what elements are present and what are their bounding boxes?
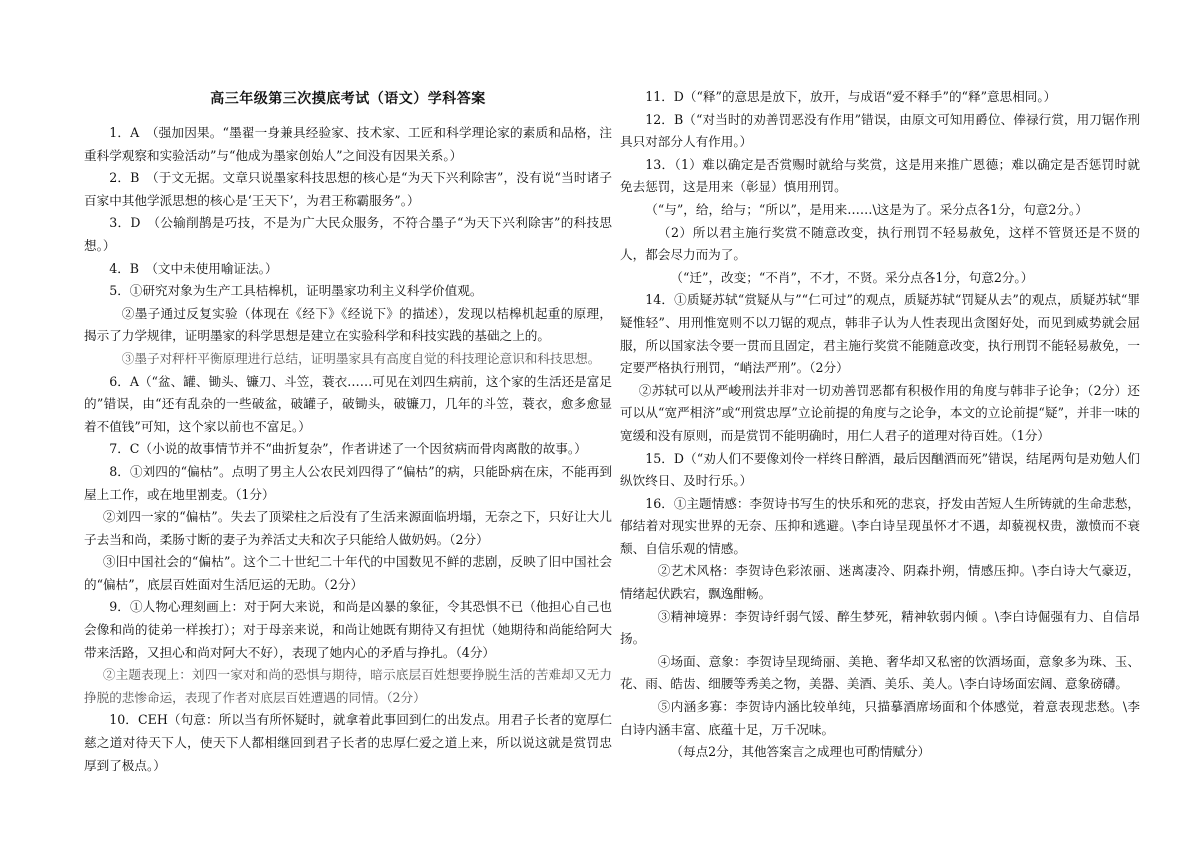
answer-paragraph: ②苏轼可以从严峻刑法并非对一切劝善罚恶都有积极作用的角度与韩非子论争；（2分）还可以从“宽严相济”或“刑赏忠厚”立论前提的角度与之论争，本文的立论前提“疑”，并非一味的宽缓和没有原则，而是赏罚不能明确时，用仁人君子的道理对待百姓。（1分） xyxy=(620,382,1140,443)
left-column-body xyxy=(84,122,612,777)
answer-paragraph: ③旧中国社会的“偏枯”。这个二十世纪二十年代的中国数见不鲜的悲剧，反映了旧中国社会的“偏枯”，底层百姓面对生活厄运的无助。（2分） xyxy=(84,554,612,592)
answer-paragraph: 6．A（“盆、罐、锄头、镰刀、斗笠，蓑衣……可见在刘四生病前，这个家的生活还是富足的”错误，由“还有乱杂的一些破盆，破罐子，破锄头，破镰刀，几年的斗笠，蓑衣，愈多愈显着不值钱”可知，这个家以前也不富足。） xyxy=(84,373,612,434)
answer-paragraph: 15．D（“劝人们不要像刘伶一样终日醉酒，最后因酗酒而死”错误，结尾两句是劝勉人们纵饮终日、及时行乐。） xyxy=(620,450,1140,489)
answer-paragraph: 4．B （文中未使用喻证法。） xyxy=(109,260,278,276)
answer-paragraph: 13．（1）难以确定是否赏赐时就给与奖赏，这是用来推广恩德；难以确定是否惩罚时就免去惩罚，这是用来（彰显）慎用刑罚。 xyxy=(620,156,1140,195)
answer-paragraph: ②主题表现上：刘四一家对和尚的恐惧与期待，暗示底层百姓想要挣脱生活的苦难却又无力挣脱的悲惨命运，表现了作者对底层百姓遭遇的同情。（2分） xyxy=(84,667,612,705)
answer-paragraph: 14．①质疑苏轼“赏疑从与”“仁可过”的观点，质疑苏轼“罚疑从去”的观点，质疑苏轼“罪疑惟轻”、用刑惟宽则不以刀锯的观点，韩非子认为人性表现出贪图好处，而见到威势就会屈服，所以国家法令要一贯而且固定，君主施行奖赏不能随意改变，执行刑罚不能轻易赦免，一定要严格执行刑罚，“峭法严刑”。（2分） xyxy=(620,292,1140,376)
answer-paragraph: ④场面、意象：李贺诗呈现绮丽、美艳、奢华却又私密的饮酒场面，意象多为珠、玉、花、雨、皓齿、细腰等秀美之物，美器、美酒、美乐、美人。\李白诗场面宏阔、意象磅礴。 xyxy=(620,653,1140,692)
answer-paragraph: ②艺术风格：李贺诗色彩浓丽、迷离凄冷、阴森扑朔，情感压抑。\李白诗大气豪迈，情绪起伏跌宕，飘逸酣畅。 xyxy=(620,563,1140,602)
answer-paragraph: （2）所以君主施行奖赏不随意改变，执行刑罚不轻易赦免，这样不管贤还是不贤的人，都会尽力而为了。 xyxy=(620,224,1140,263)
answer-paragraph: 7．C（小说的故事情节并不“曲折复杂”，作者讲述了一个因贫病而骨肉离散的故事。） xyxy=(109,441,587,457)
right-column xyxy=(620,86,1140,764)
answer-paragraph: ②墨子通过反复实验（体现在《经下》《经说下》的描述），发现以桔槔机起重的原理，揭示了力学规律，证明墨家的科学思想是建立在实验科学和科技实践的基础之上的。 xyxy=(84,305,612,344)
answer-paragraph: 12．B（“对当时的劝善罚恶没有作用”错误，由原文可知用爵位、俸禄行赏，用刀锯作刑具只对部分人有作用。） xyxy=(620,111,1140,150)
answer-paragraph: ②刘四一家的“偏枯”。失去了顶梁柱之后没有了生活来源面临坍塌，无奈之下，只好让大儿子去当和尚，柔肠寸断的妻子为养活丈夫和次子只能给人做奶妈。（2分） xyxy=(84,509,612,547)
answer-paragraph: （每点2分，其他答案言之成理也可酌情赋分） xyxy=(670,744,931,760)
answer-paragraph: ③墨子对秤杆平衡原理进行总结，证明墨家具有高度自觉的科技理论意识和科技思想。 xyxy=(121,350,601,366)
answer-paragraph: 5．①研究对象为生产工具桔槔机，证明墨家功利主义科学价值观。 xyxy=(109,283,483,299)
answer-paragraph: 3．D （公输削鹊是巧技，不是为广大民众服务，不符合墨子“为天下兴利除害”的科技思想。） xyxy=(84,215,612,253)
answer-paragraph: 2．B （于文无据。文章只说墨家科技思想的核心是“为天下兴利除害”，没有说“当时诸子百家中其他学派思想的核心是‘王天下’，为君王称霸服务”。） xyxy=(84,170,612,208)
right-column-body xyxy=(620,86,1140,764)
answer-paragraph: ⑤内涵多寡：李贺诗内涵比较单纯，只描摹酒席场面和个体感觉，着意表现悲愁。\李白诗内涵丰富、底蕴十足，万千况味。 xyxy=(620,699,1140,737)
answer-paragraph: 10．CEH（句意：所以当有所怀疑时，就拿着此事回到仁的出发点。用君子长者的宽厚仁慈之道对待天下人，使天下人都相继回到君子长者的忠厚仁爱之道上来，所以说这就是赏罚忠厚到了极点。） xyxy=(84,712,612,773)
page-title: 高三年级第三次摸底考试（语文）学科答案 xyxy=(210,91,486,107)
answer-paragraph: 8．①刘四的“偏枯”。点明了男主人公农民刘四得了“偏枯”的病，只能卧病在床，不能再到屋上工作，或在地里割麦。（1分） xyxy=(84,463,612,502)
answer-paragraph: 9．①人物心理刻画上：对于阿大来说，和尚是凶暴的象征，令其恐惧不已（他担心自己也会像和尚的徒弟一样挨打）；对于母亲来说，和尚让她既有期待又有担忧（她期待和尚能给阿大带来活路，又担心和尚对阿大不好），表现了她内心的矛盾与挣扎。（4分） xyxy=(84,599,612,660)
answer-paragraph: ③精神境界：李贺诗纤弱气馁、醉生梦死，精神软弱内倾 。\李白诗倔强有力、自信昂扬。 xyxy=(620,608,1140,647)
answer-paragraph: （“与”，给，给与；“所以”，是用来……\这是为了。采分点各1分，句意2分。） xyxy=(645,201,1088,217)
answer-paragraph: （“迁”，改变；“不肖”，不才，不贤。采分点各1分，句意2分。） xyxy=(670,269,1034,285)
answer-paragraph: 16．①主题情感：李贺诗书写生的快乐和死的悲哀，抒发由苦短人生所铸就的生命悲愁，郁结着对现实世界的无奈、压抑和逃避。\李白诗呈现虽怀才不遇，却藐视权贵，激愤而不衰颓、自信乐观的情感。 xyxy=(620,495,1140,556)
answer-paragraph: 1．A （强加因果。“墨翟一身兼具经验家、技术家、工匠和科学理论家的素质和品格，注重科学观察和实验活动”与“他成为墨家创始人”之间没有因果关系。） xyxy=(84,125,612,163)
answer-paragraph: 11．D（“释”的意思是放下，放开，与成语“爱不释手”的“释”意思相同。） xyxy=(645,89,1057,104)
